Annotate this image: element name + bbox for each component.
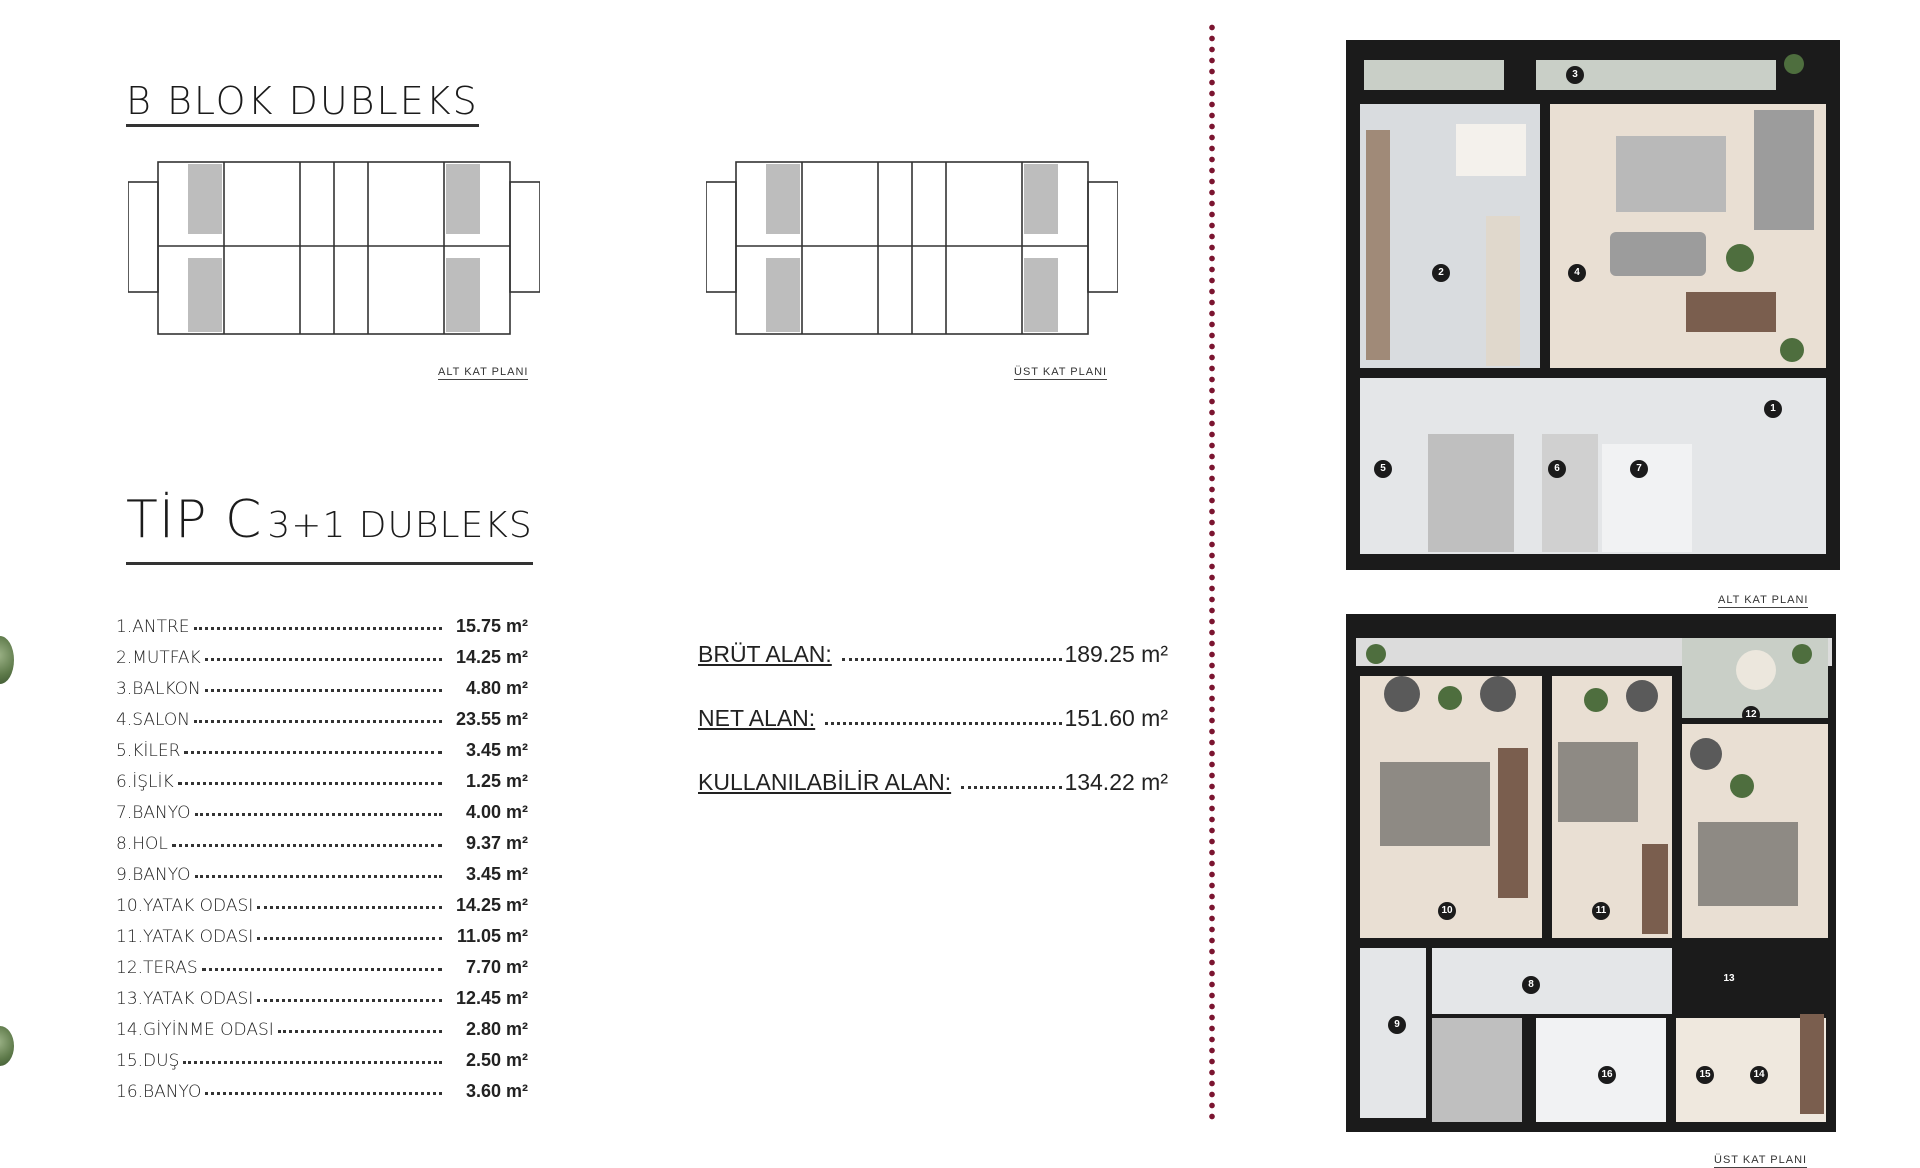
room-row: 5.KİLER 3.45 m²	[116, 740, 528, 761]
room-marker-6: 6	[1548, 460, 1566, 478]
type-title	[126, 492, 533, 565]
room-row: 2.MUTFAK 14.25 m²	[116, 647, 528, 668]
room-row: 16.BANYO 3.60 m²	[116, 1081, 528, 1102]
room-marker-14: 14	[1750, 1066, 1768, 1084]
room-row: 11.YATAK ODASI 11.05 m²	[116, 926, 528, 947]
room-row: 7.BANYO 4.00 m²	[116, 802, 528, 823]
room-area-list	[116, 606, 528, 1102]
room-marker-7: 7	[1630, 460, 1648, 478]
upper-floor-plan	[1346, 614, 1836, 1132]
upper-floor-caption: ÜST KAT PLANI	[1714, 1154, 1808, 1166]
block-title: B BLOK DUBLEKS	[126, 80, 479, 127]
room-row: 9.BANYO 3.45 m²	[116, 864, 528, 885]
room-marker-16: 16	[1598, 1066, 1616, 1084]
block-key-plan-lower	[128, 158, 540, 338]
dotted-divider	[1208, 22, 1216, 1122]
room-marker-13: 13	[1720, 970, 1738, 988]
net-area-row: NET ALAN: 151.60 m²	[698, 705, 1168, 731]
room-row: 13.YATAK ODASI 12.45 m²	[116, 988, 528, 1009]
room-marker-2: 2	[1432, 264, 1450, 282]
room-marker-3: 3	[1566, 66, 1584, 84]
room-row: 1.ANTRE 15.75 m²	[116, 616, 528, 637]
room-marker-8: 8	[1522, 976, 1540, 994]
type-title-sub: 3+1 DUBLEKS	[267, 505, 533, 546]
room-row: 14.GİYİNME ODASI 2.80 m²	[116, 1019, 528, 1040]
room-marker-12: 12	[1742, 706, 1760, 724]
room-row: 8.HOL 9.37 m²	[116, 833, 528, 854]
room-marker-1: 1	[1764, 400, 1782, 418]
lower-floor-plan	[1346, 40, 1840, 570]
type-title-main: TİP C	[126, 490, 263, 550]
room-marker-5: 5	[1374, 460, 1392, 478]
room-marker-9: 9	[1388, 1016, 1406, 1034]
room-row: 3.BALKON 4.80 m²	[116, 678, 528, 699]
area-summary	[698, 604, 1168, 796]
tree-icon	[0, 636, 14, 684]
key-plan-upper-caption: ÜST KAT PLANI	[1014, 366, 1108, 378]
room-marker-10: 10	[1438, 902, 1456, 920]
key-plan-lower-caption: ALT KAT PLANI	[438, 366, 529, 378]
lower-floor-caption: ALT KAT PLANI	[1718, 594, 1809, 606]
tree-icon	[0, 1026, 14, 1066]
room-row: 10.YATAK ODASI 14.25 m²	[116, 895, 528, 916]
block-key-plan-upper	[706, 158, 1118, 338]
room-marker-15: 15	[1696, 1066, 1714, 1084]
room-row: 4.SALON 23.55 m²	[116, 709, 528, 730]
room-row: 12.TERAS 7.70 m²	[116, 957, 528, 978]
room-marker-11: 11	[1592, 902, 1610, 920]
gross-area-row: BRÜT ALAN: 189.25 m²	[698, 641, 1168, 667]
room-row: 15.DUŞ 2.50 m²	[116, 1050, 528, 1071]
room-row: 6.İŞLİK 1.25 m²	[116, 771, 528, 792]
room-marker-4: 4	[1568, 264, 1586, 282]
usable-area-row: KULLANILABİLİR ALAN: 134.22 m²	[698, 769, 1168, 795]
